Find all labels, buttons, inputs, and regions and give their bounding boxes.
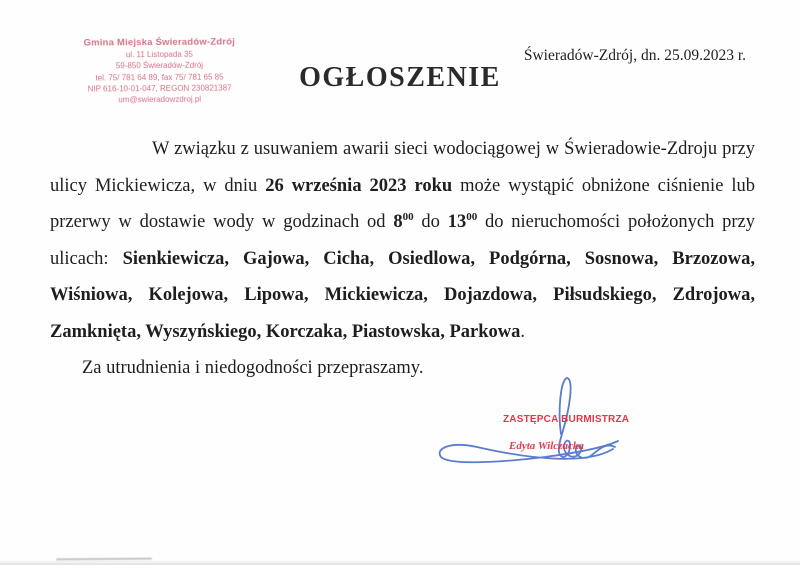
scan-bottom-edge [0, 560, 800, 565]
stamp-phone-line: tel. 75/ 781 64 89, fax 75/ 781 65 85 [95, 72, 224, 83]
handwritten-signature-ink [425, 370, 625, 480]
stamp-municipality-name: Gmina Miejska Świeradów-Zdrój [83, 36, 236, 49]
deputy-mayor-stamp-title: ZASTĘPCA BURMISTRZA [503, 414, 630, 425]
announcement-body [50, 131, 755, 387]
page-title: OGŁOSZENIE [299, 62, 501, 93]
announcement-paragraph-1: W związku z usuwaniem awarii sieci wodociągowej w Świeradowie-Zdroju przy ulicy Mickiewicza, w dniu 26 września 2023 roku może wystąpić obniżone ciśnienie lub przerwy w dostawie wody w godzinach od $8^{00}$ do $13^{00}$ do nieruchomości położonych przy ulicach: Sienkiewicza, Gajowa, Cicha, Osiedlowa, Podgórna, Sosnowa, Brzozowa, Wiśniowa, Kolejowa, Lipowa, Mickiewicza, Dojazdowa, Piłsudskiego, Zdrojowa, Zamknięta, Wyszyńskiego, Korczaka, Piastowska, Parkowa. [50, 139, 756, 342]
announcement-paragraph-2: Za utrudnienia i niedogodności przepraszamy. [82, 358, 424, 378]
stamp-address-line-2: 59-850 Świeradów-Zdrój [115, 61, 204, 71]
stamp-email: um@swieradowzdroj.pl [118, 94, 202, 105]
signature-area [425, 370, 630, 480]
stamp-ids-line: NIP 616-10-01-047, REGON 230821387 [87, 83, 232, 94]
stamp-address-line-1: ul. 11 Listopada 35 [125, 50, 193, 60]
deputy-mayor-stamp-name: Edyta Wilczacka [509, 440, 584, 452]
dateline: Świeradów-Zdrój, dn. 25.09.2023 r. [523, 47, 746, 64]
